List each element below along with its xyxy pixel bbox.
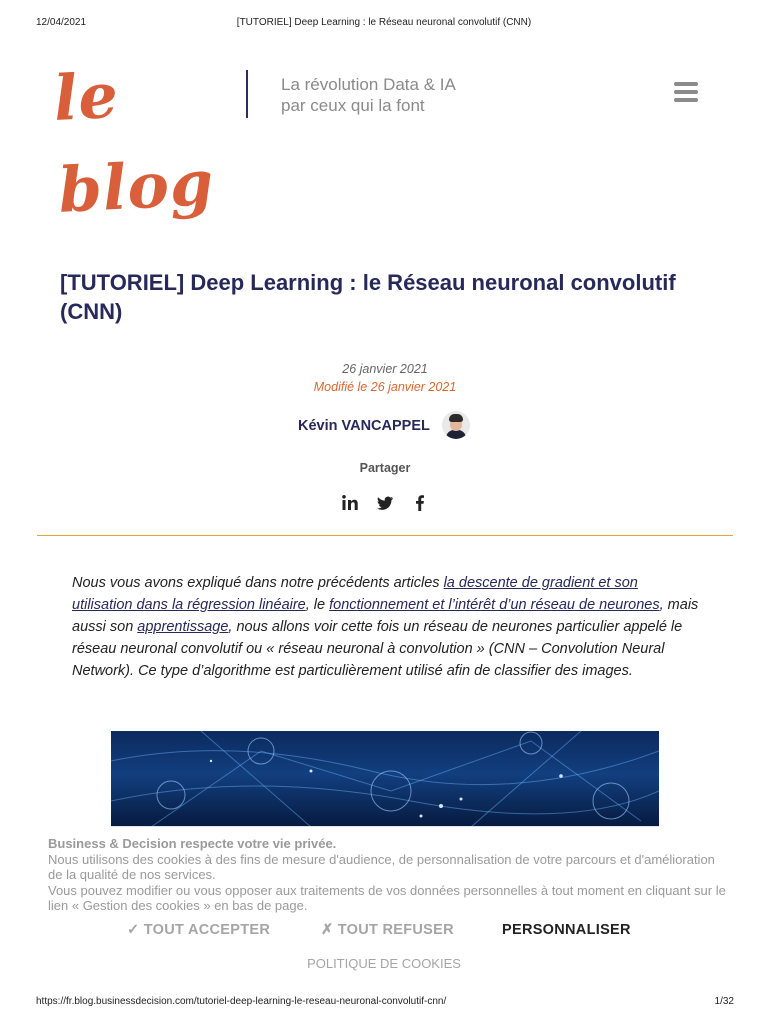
section-divider: [37, 535, 733, 536]
cookie-line-2: Vous pouvez modifier ou vous opposer aux traitements de vos données personnelles à tout moment en cliquant sur le lien « Gestion des cookies » en bas de page.: [48, 882, 726, 913]
site-tagline: [281, 74, 456, 116]
accept-all-button[interactable]: ✓ TOUT ACCEPTER: [127, 922, 271, 938]
cookie-line-1: Nous utilisons des cookies à des fins de mesure d'audience, de personnalisation de votre parcours et d'amélioration de la qualité de nos services.: [48, 851, 715, 882]
author-name[interactable]: Kévin VANCAPPEL: [298, 418, 430, 434]
cookie-title: Business & Decision respecte votre vie privée.: [48, 836, 337, 851]
share-label: Partager: [359, 461, 411, 475]
tagline-line-2: par ceux qui la font: [281, 96, 425, 115]
refuse-all-button[interactable]: ✗ TOUT REFUSER: [321, 922, 454, 938]
hero-image: [111, 731, 659, 827]
cookie-banner: [0, 826, 768, 986]
link-descente-de-gradient[interactable]: la descente de gradient et son utilisation dans la régression linéaire: [72, 575, 638, 613]
linkedin-icon[interactable]: [341, 494, 359, 512]
print-page-title: [TUTORIEL] Deep Learning : le Réseau neuronal convolutif (CNN): [236, 17, 532, 28]
blog-logo[interactable]: [51, 48, 248, 227]
link-reseau-de-neurones[interactable]: fonctionnement et l’intérêt d’un réseau de neurones: [329, 597, 660, 613]
logo-text: le blog: [51, 58, 216, 227]
print-url: https://fr.blog.businessdecision.com/tutoriel-deep-learning-le-reseau-neuronal-convolutif-cnn/: [36, 996, 447, 1007]
tagline-line-1: La révolution Data & IA: [281, 75, 456, 94]
hamburger-icon[interactable]: [674, 82, 702, 106]
article-title: [TUTORIEL] Deep Learning : le Réseau neuronal convolutif (CNN): [60, 270, 676, 324]
modified-date: Modifié le 26 janvier 2021: [313, 380, 457, 394]
cookie-policy-link[interactable]: POLITIQUE DE COOKIES: [307, 956, 461, 971]
publish-date: 26 janvier 2021: [342, 362, 428, 376]
page-number: 1/32: [714, 996, 734, 1007]
print-date: 12/04/2021: [36, 17, 87, 28]
twitter-icon[interactable]: [376, 494, 394, 512]
cookie-text: [48, 836, 728, 914]
article-intro: Nous vous avons expliqué dans notre précédents articles la descente de gradient et son utilisation dans la régression linéaire, le fonctionnement et l’intérêt d’un réseau de neurones, mais aussi son apprentissage, nous allons voir cette fois un réseau de neurones particulier appelé le réseau neuronal convolutif ou « réseau neuronal à convolution » (CNN – Convolution Neural Network). Ce type d’algorithme est particulièrement utilisé afin de classifier des images.: [72, 575, 699, 679]
logo-divider: [246, 70, 248, 118]
avatar[interactable]: [442, 411, 470, 439]
link-apprentissage[interactable]: apprentissage: [137, 619, 229, 635]
facebook-icon[interactable]: [411, 494, 429, 512]
customize-button[interactable]: PERSONNALISER: [502, 922, 631, 938]
